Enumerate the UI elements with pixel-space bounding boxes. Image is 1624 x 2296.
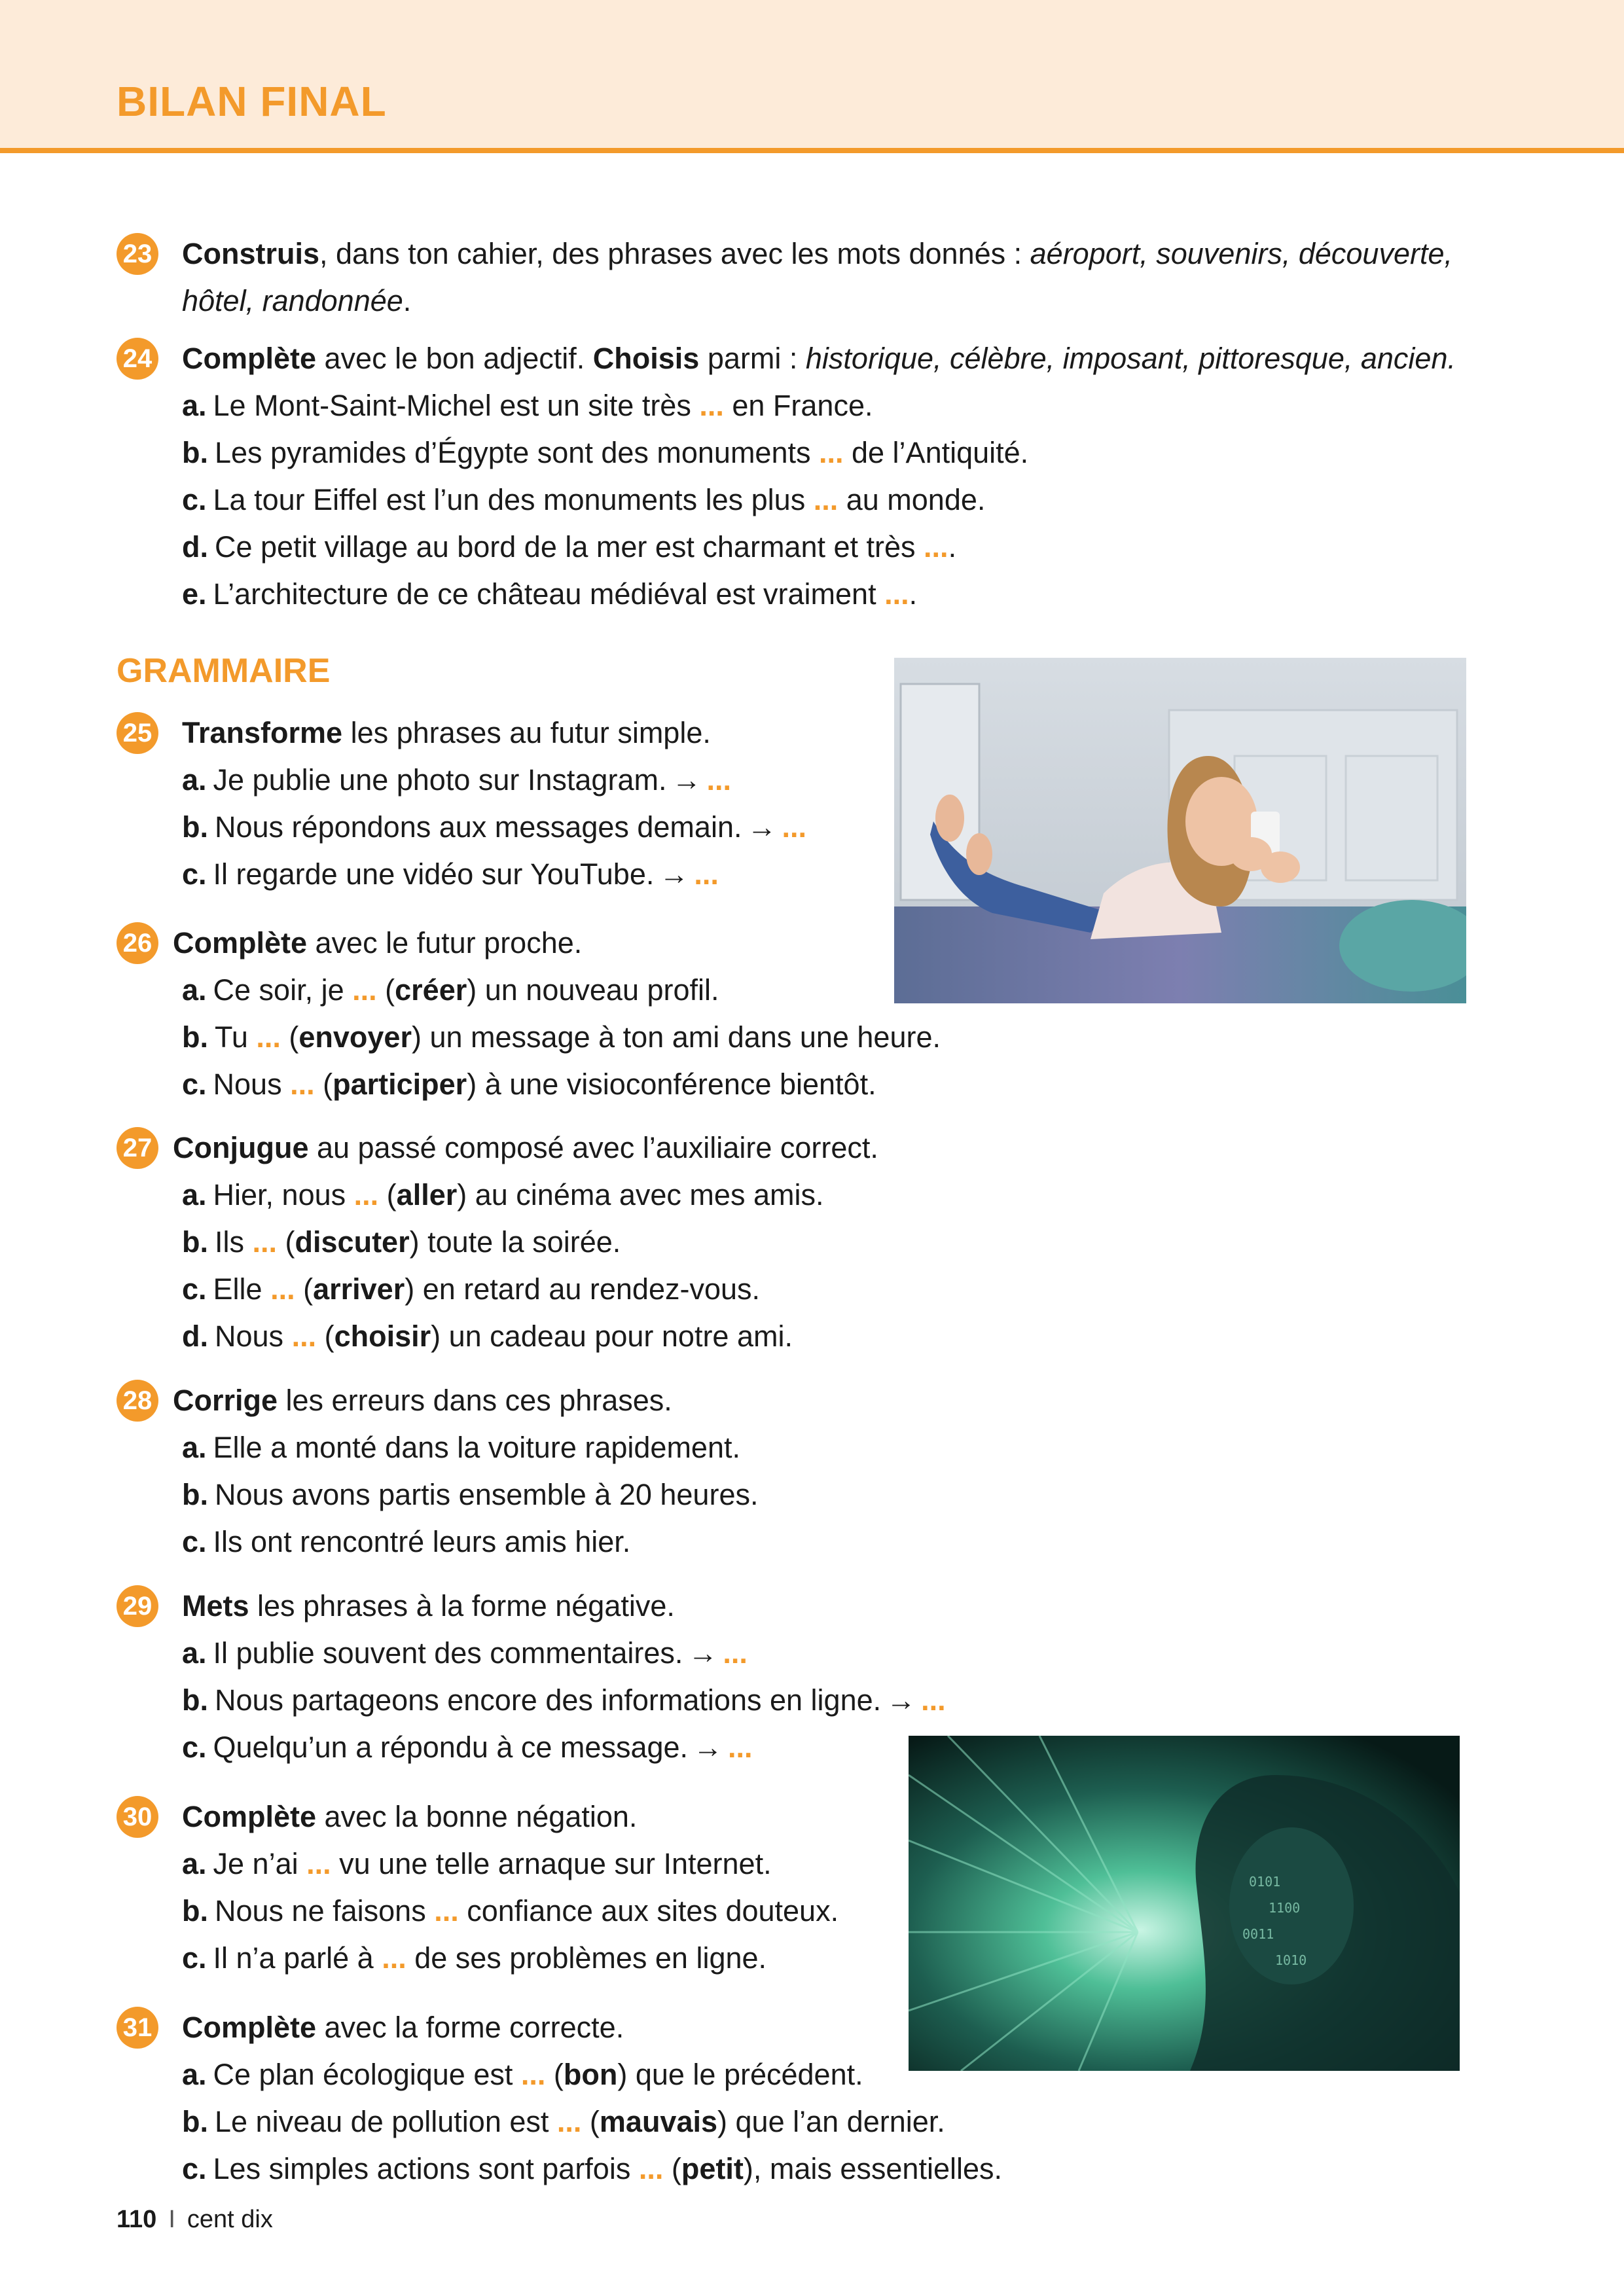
arrow-icon: →	[672, 763, 702, 797]
instruction-verb: Complète	[182, 2011, 317, 2044]
exercise-items	[117, 382, 1456, 618]
blank: ...	[884, 577, 909, 611]
blank: ...	[706, 763, 731, 797]
exercise-number-badge: 24	[117, 338, 158, 380]
exercise-item: a. Ce soir, je ... (créer) un nouveau profil.	[182, 973, 719, 1007]
blank: ...	[352, 973, 377, 1007]
exercise-item: a. Le Mont-Saint-Michel est un site très ... en France.	[182, 389, 873, 422]
exercise-item: b. Nous partageons encore des informations en ligne. → ...	[182, 1683, 946, 1717]
instruction-verb: Complète	[182, 1800, 317, 1833]
exercise-item: c. Elle ... (arriver) en retard au rendez-vous.	[182, 1272, 761, 1306]
footer-separator: I	[168, 2206, 175, 2233]
exercise-item: b. Ils ... (discuter) toute la soirée.	[182, 1225, 621, 1259]
exercise-item: c. Les simples actions sont parfois ... (petit), mais essentielles.	[182, 2152, 1003, 2185]
exercise-item: c. Il regarde une vidéo sur YouTube. → ...	[182, 857, 719, 891]
blank: ...	[290, 1067, 315, 1101]
exercise-instruction: 29 Mets les phrases à la forme négative.	[117, 1583, 946, 1630]
header-band	[0, 0, 1624, 153]
blank: ...	[520, 2058, 546, 2091]
blank: ...	[252, 1225, 278, 1259]
arrow-icon: →	[688, 1636, 718, 1670]
page-number: 110	[117, 2206, 157, 2233]
blank: ...	[382, 1941, 406, 1975]
svg-text:1010: 1010	[1275, 1952, 1307, 1968]
blank: ...	[291, 1319, 317, 1353]
exercise-item: c. Quelqu’un a répondu à ce message. → ...	[182, 1731, 753, 1764]
exercise-29	[117, 1583, 946, 1771]
exercise-item: b. Nous avons partis ensemble à 20 heures.	[182, 1478, 759, 1511]
exercise-instruction: 27 Conjugue au passé composé avec l’auxiliaire correct.	[117, 1124, 878, 1172]
exercise-number-badge: 29	[117, 1585, 158, 1627]
blank: ...	[813, 483, 839, 516]
blank: ...	[434, 1894, 459, 1928]
exercise-24	[117, 335, 1456, 618]
exercise-instruction: 25 Transforme les phrases au futur simple.	[117, 709, 806, 757]
exercise-items	[117, 2051, 1002, 2193]
exercise-item: d. Nous ... (choisir) un cadeau pour notre ami.	[182, 1319, 793, 1353]
exercise-item: a. Hier, nous ... (aller) au cinéma avec mes amis.	[182, 1178, 824, 1211]
blank: ...	[723, 1636, 748, 1670]
blank: ...	[270, 1272, 295, 1306]
exercise-instruction: 31 Complète avec la forme correcte.	[117, 2004, 1002, 2051]
arrow-icon: →	[886, 1683, 916, 1717]
photo-girl-with-phone	[894, 658, 1466, 1003]
section-title-grammaire: GRAMMAIRE	[117, 652, 331, 690]
exercise-instruction: 23 Construis, dans ton cahier, des phrases avec les mots donnés : aéroport, souvenirs, découverte, hôtel, randonnée.	[117, 230, 1453, 325]
blank: ...	[782, 810, 806, 844]
blank: ...	[353, 1178, 379, 1211]
blank: ...	[818, 436, 844, 469]
exercise-items	[117, 1840, 839, 1982]
instruction-verb: Complète	[182, 342, 317, 375]
exercise-instruction: 26 Complète avec le futur proche.	[117, 920, 941, 967]
instruction-verb: Construis	[182, 237, 320, 270]
exercise-items	[117, 967, 941, 1108]
exercise-25	[117, 709, 806, 898]
arrow-icon: →	[693, 1731, 723, 1764]
exercise-item: b. Les pyramides d’Égypte sont des monuments ... de l’Antiquité.	[182, 436, 1029, 469]
blank: ...	[699, 389, 724, 422]
exercise-item: b. Tu ... (envoyer) un message à ton ami dans une heure.	[182, 1020, 941, 1054]
exercise-item: b. Nous ne faisons ... confiance aux sites douteux.	[182, 1894, 839, 1928]
svg-text:0011: 0011	[1242, 1926, 1274, 1942]
exercise-26	[117, 920, 941, 1108]
exercise-number-badge: 28	[117, 1380, 158, 1422]
blank: ...	[921, 1683, 946, 1717]
exercise-item: a. Ce plan écologique est ... (bon) que le précédent.	[182, 2058, 863, 2091]
exercise-item: a. Je n’ai ... vu une telle arnaque sur Internet.	[182, 1847, 772, 1880]
instruction-verb: Transforme	[182, 716, 343, 749]
exercise-number-badge: 31	[117, 2007, 158, 2049]
exercise-instruction: 30 Complète avec la bonne négation.	[117, 1793, 839, 1840]
blank: ...	[924, 530, 948, 564]
exercise-28	[117, 1377, 758, 1566]
exercise-instruction: 24 Complète avec le bon adjectif. Choisis parmi : historique, célèbre, imposant, pittoresque, ancien.	[117, 335, 1456, 382]
arrow-icon: →	[747, 810, 777, 844]
exercise-number-badge: 25	[117, 712, 158, 754]
exercise-item: e. L’architecture de ce château médiéval est vraiment ....	[182, 577, 918, 611]
blank: ...	[556, 2105, 582, 2138]
instruction-verb: Corrige	[173, 1384, 278, 1417]
exercise-item: c. Ils ont rencontré leurs amis hier.	[182, 1525, 631, 1558]
blank: ...	[256, 1020, 281, 1054]
exercise-number-badge: 26	[117, 922, 158, 964]
blank: ...	[638, 2152, 664, 2185]
exercise-number-badge: 30	[117, 1796, 158, 1838]
exercise-number-badge: 27	[117, 1127, 158, 1169]
instruction-verb: Complète	[173, 926, 308, 960]
exercise-item: a. Je publie une photo sur Instagram. → ...	[182, 763, 731, 797]
blank: ...	[694, 857, 719, 891]
page-number-words: cent dix	[187, 2206, 273, 2233]
exercise-item: a. Il publie souvent des commentaires. → ...	[182, 1636, 748, 1670]
exercise-item: c. Il n’a parlé à ... de ses problèmes en ligne.	[182, 1941, 767, 1975]
blank: ...	[306, 1847, 331, 1880]
exercise-items	[117, 1172, 878, 1360]
page-footer	[117, 2206, 273, 2234]
exercise-instruction: 28 Corrige les erreurs dans ces phrases.	[117, 1377, 758, 1424]
exercise-items	[117, 1424, 758, 1566]
exercise-item: c. Nous ... (participer) à une visioconférence bientôt.	[182, 1067, 876, 1101]
exercise-23	[117, 230, 1453, 325]
exercise-27	[117, 1124, 878, 1360]
exercise-item: c. La tour Eiffel est l’un des monuments les plus ... au monde.	[182, 483, 986, 516]
girl-with-phone-illustration	[894, 658, 1466, 1003]
exercise-30	[117, 1793, 839, 1982]
exercise-items	[117, 757, 806, 898]
exercise-item: d. Ce petit village au bord de la mer est charmant et très ....	[182, 530, 957, 564]
instruction-verb: Mets	[182, 1589, 249, 1623]
svg-text:0101: 0101	[1249, 1874, 1281, 1890]
instruction-verb: Conjugue	[173, 1131, 309, 1164]
svg-text:1100: 1100	[1269, 1900, 1301, 1916]
arrow-icon: →	[659, 857, 689, 891]
exercise-item: b. Le niveau de pollution est ... (mauvais) que l’an dernier.	[182, 2105, 945, 2138]
page-title: BILAN FINAL	[117, 78, 387, 125]
exercise-items	[117, 1630, 946, 1771]
exercise-item: b. Nous répondons aux messages demain. → ...	[182, 810, 806, 844]
exercise-number-badge: 23	[117, 233, 158, 275]
blank: ...	[728, 1731, 753, 1764]
exercise-item: a. Elle a monté dans la voiture rapidement.	[182, 1431, 740, 1464]
exercise-31	[117, 2004, 1002, 2193]
